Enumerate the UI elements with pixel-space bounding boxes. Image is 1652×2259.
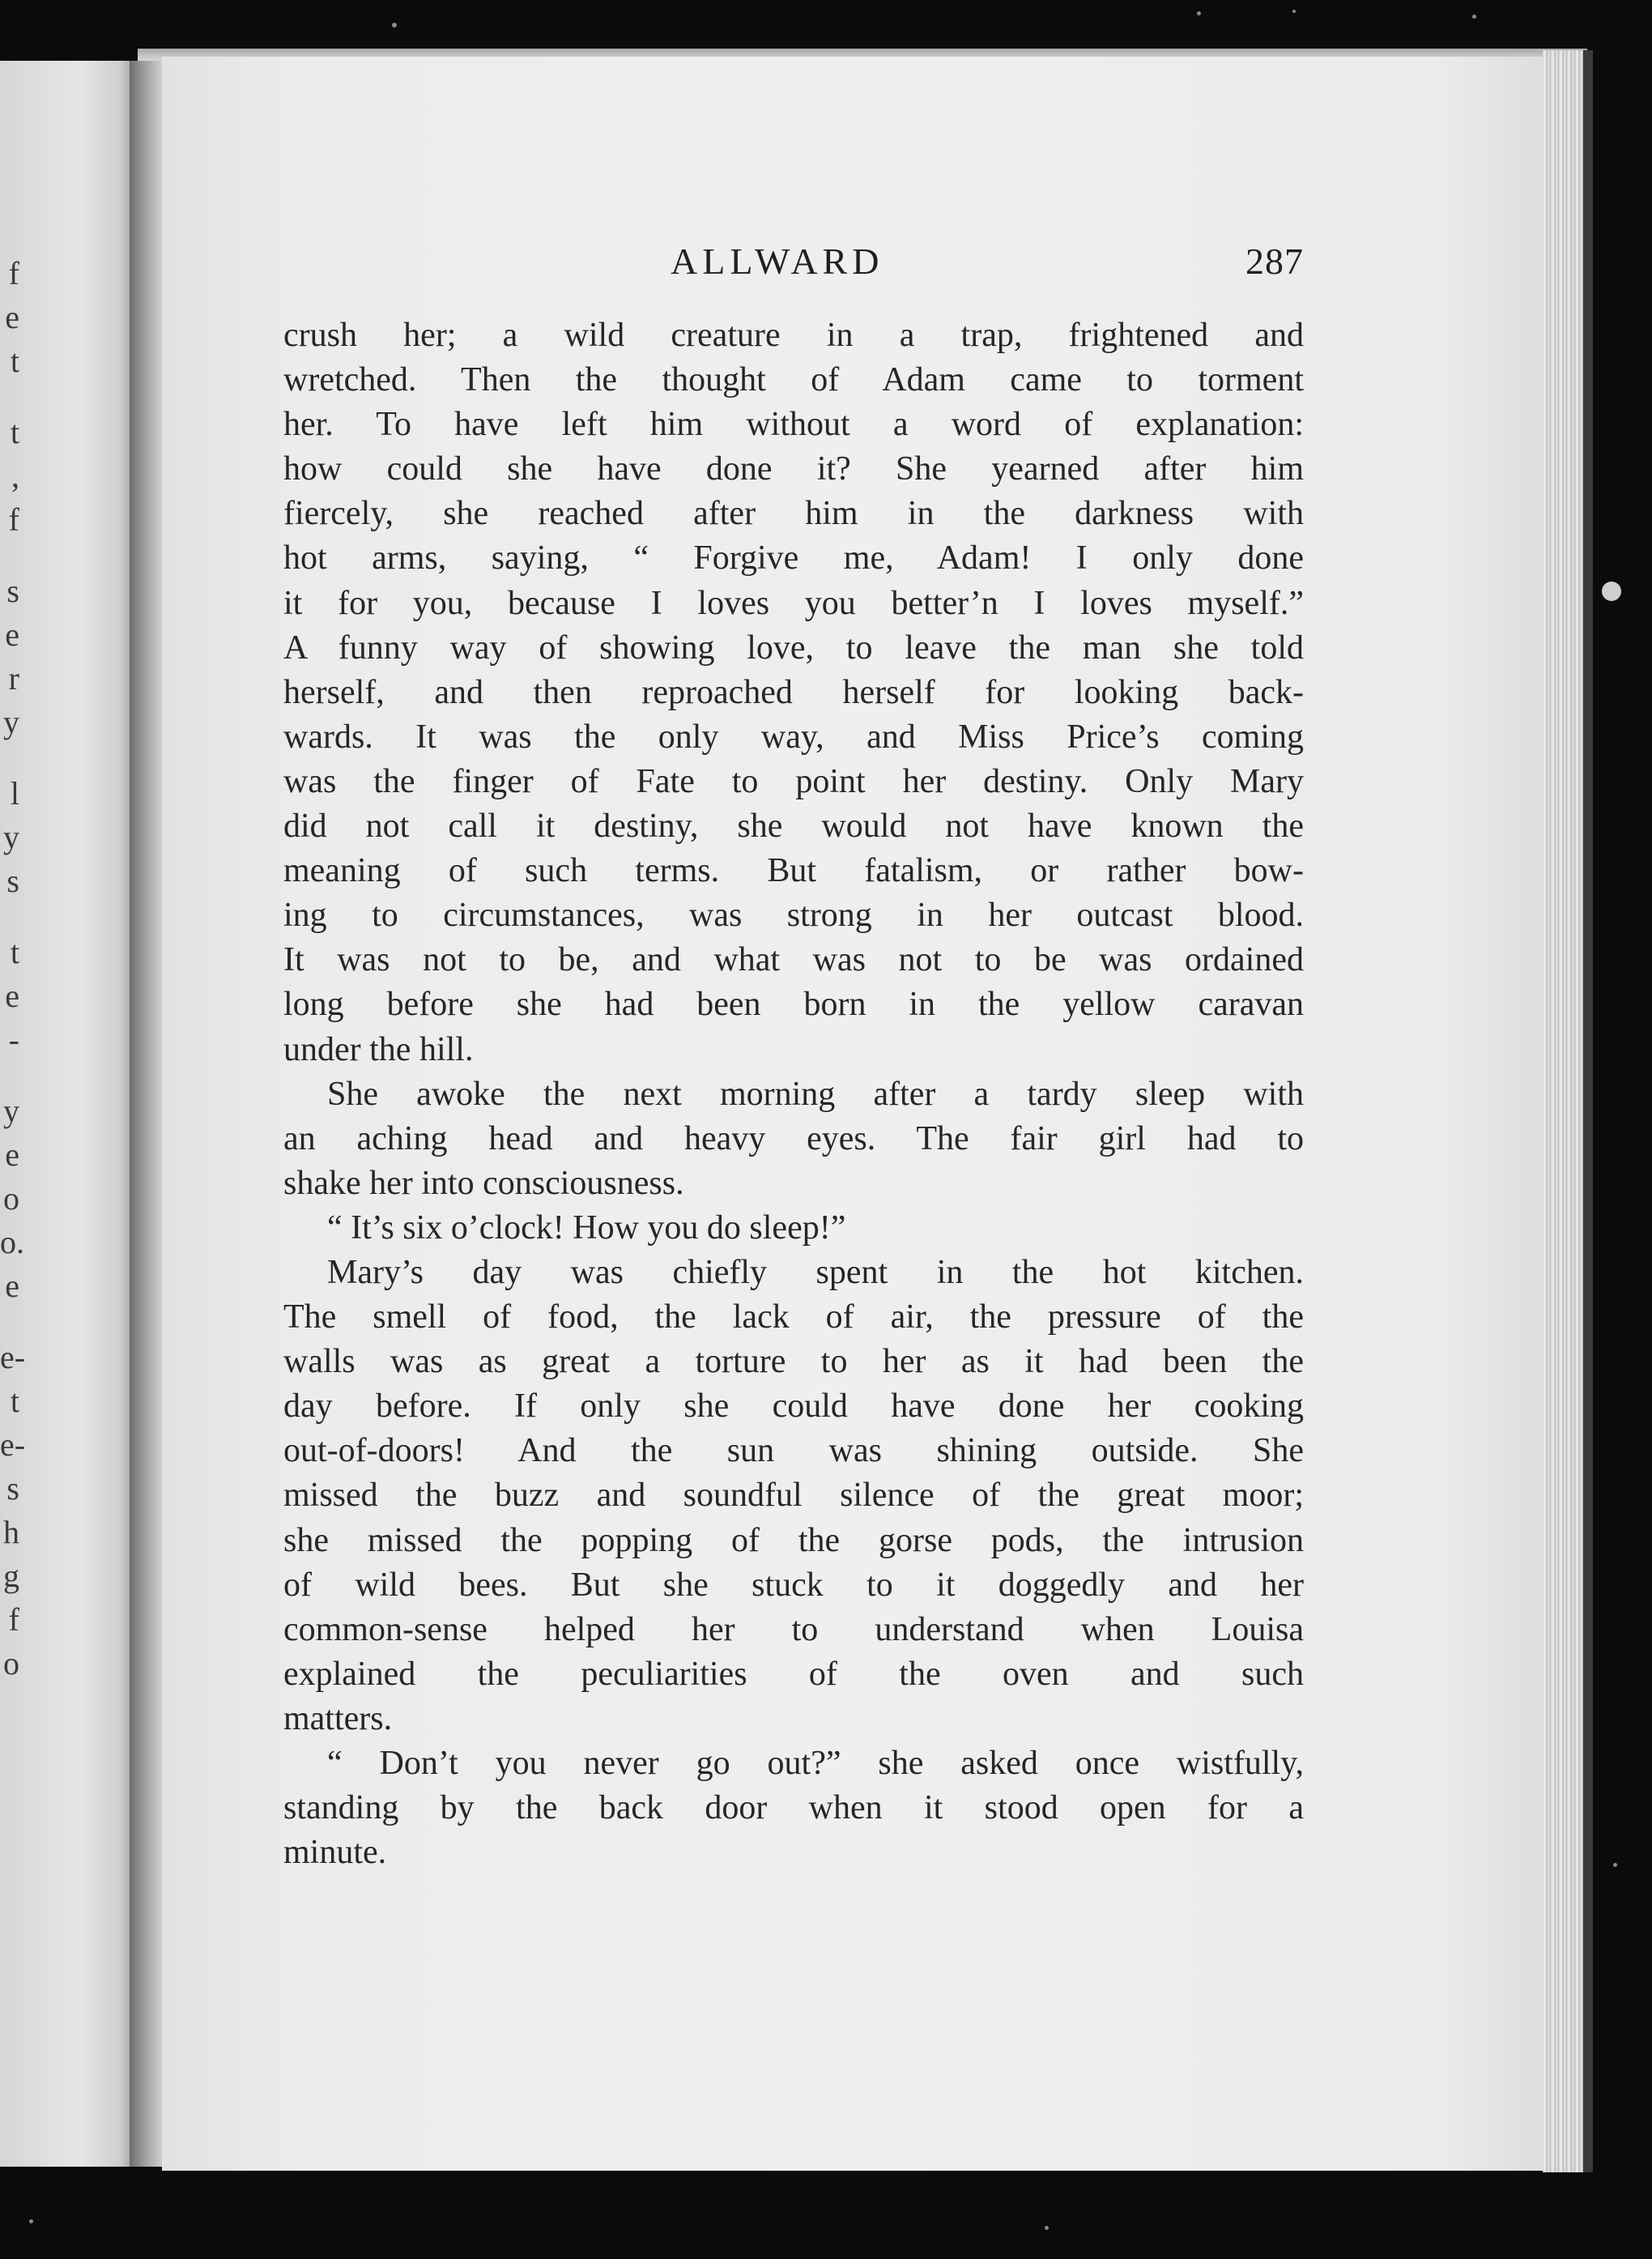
dust-speck xyxy=(29,2219,33,2223)
facing-page-fragment: t xyxy=(10,343,19,379)
text-line: out-of-doors! And the sun was shining outside. She xyxy=(283,1432,1304,1470)
text-line: an aching head and heavy eyes. The fair girl had to xyxy=(283,1119,1304,1157)
running-header xyxy=(283,237,1304,286)
text-line: Mary’s day was chiefly spent in the hot kitchen. xyxy=(327,1253,1304,1291)
text-line: meaning of such terms. But fatalism, or rather bow- xyxy=(283,852,1304,890)
text-line: it for you, because I loves you better’n I loves myself.” xyxy=(283,584,1304,622)
text-line: under the hill. xyxy=(283,1030,474,1068)
text-line: “ It’s six o’clock! How you do sleep!” xyxy=(327,1208,846,1247)
text-line: was the finger of Fate to point her destiny. Only Mary xyxy=(283,762,1304,800)
dust-speck xyxy=(1197,11,1201,15)
facing-page-fragment: e xyxy=(5,1268,19,1304)
facing-page-fragment: t xyxy=(10,1383,19,1419)
facing-page-fragment: y xyxy=(3,819,19,855)
facing-page-fragment: f xyxy=(8,255,19,292)
text-line: herself, and then reproached herself for looking back- xyxy=(283,673,1304,711)
page-edge-stack xyxy=(1543,50,1587,2172)
text-line: “ Don’t you never go out?” she asked once wistfully, xyxy=(327,1745,1304,1782)
dust-speck xyxy=(392,23,397,28)
facing-page-fragment: h xyxy=(3,1514,19,1550)
text-line: did not call it destiny, she would not have known the xyxy=(283,808,1304,846)
facing-page-fragment: r xyxy=(8,660,19,697)
facing-page-fragment: t xyxy=(10,934,19,970)
text-line: It was not to be, and what was not to be was ordained xyxy=(283,941,1304,979)
text-line: A funny way of showing love, to leave the man she told xyxy=(283,629,1304,667)
facing-page-fragment: s xyxy=(6,863,19,899)
text-line: hot arms, saying, “ Forgive me, Adam! I only done xyxy=(283,539,1304,578)
text-line: ing to circumstances, was strong in her outcast blood. xyxy=(283,897,1304,935)
facing-page-fragment: e xyxy=(5,978,19,1014)
page-number: 287 xyxy=(1245,241,1304,282)
text-line: crush her; a wild creature in a trap, frightened and xyxy=(283,317,1304,354)
dust-speck xyxy=(1602,582,1621,601)
text-line: shake her into consciousness. xyxy=(283,1164,684,1202)
facing-page-fragment: t xyxy=(10,414,19,450)
text-line: The smell of food, the lack of air, the pressure of the xyxy=(283,1298,1304,1336)
text-line: minute. xyxy=(283,1834,387,1872)
text-line: common-sense helped her to understand when Louisa xyxy=(283,1610,1304,1648)
facing-page-fragment: o xyxy=(3,1180,19,1217)
facing-page-fragment: o xyxy=(3,1645,19,1681)
running-title: ALLWARD xyxy=(671,241,884,282)
facing-page-fragment: e- xyxy=(0,1426,26,1463)
facing-page-fragment: l xyxy=(10,775,19,812)
facing-page-fragment: s xyxy=(6,1470,19,1507)
text-line: standing by the back door when it stood open for a xyxy=(283,1789,1304,1827)
facing-page-fragment: g xyxy=(3,1558,19,1594)
text-line: walls was as great a torture to her as it had been the xyxy=(283,1343,1304,1381)
page-edge-shadow xyxy=(1583,50,1593,2172)
facing-page-fragment: y xyxy=(3,704,19,740)
facing-page-fragment: , xyxy=(11,458,19,494)
facing-page xyxy=(0,61,136,2167)
dust-speck xyxy=(1472,15,1476,19)
facing-page-fragment: e xyxy=(5,299,19,335)
dust-speck xyxy=(1613,1863,1617,1867)
facing-page-fragment: - xyxy=(8,1021,19,1058)
dust-speck xyxy=(1292,10,1296,13)
facing-page-fragment: f xyxy=(8,501,19,538)
text-line: how could she have done it? She yearned after him xyxy=(283,450,1304,488)
text-line: her. To have left him without a word of explanation: xyxy=(283,406,1304,444)
facing-page-fragment: e xyxy=(5,616,19,653)
text-line: day before. If only she could have done her cooking xyxy=(283,1387,1304,1426)
facing-page-fragment: f xyxy=(8,1601,19,1638)
facing-page-fragment: e xyxy=(5,1136,19,1173)
facing-page-fragment: e- xyxy=(0,1339,26,1375)
facing-page-fragment: s xyxy=(6,573,19,609)
text-line: of wild bees. But she stuck to it doggedly and her xyxy=(283,1566,1304,1604)
facing-page-fragment: o. xyxy=(0,1224,24,1260)
text-line: matters. xyxy=(283,1699,393,1737)
text-line: explained the peculiarities of the oven and such xyxy=(283,1655,1304,1693)
text-line: fiercely, she reached after him in the darkness with xyxy=(283,495,1304,533)
dust-speck xyxy=(1045,2226,1049,2230)
text-line: she missed the popping of the gorse pods, the intrusion xyxy=(283,1521,1304,1559)
facing-page-fragment: y xyxy=(3,1093,19,1129)
text-line: wards. It was the only way, and Miss Price’s coming xyxy=(283,718,1304,756)
text-line: wretched. Then the thought of Adam came to torment xyxy=(283,361,1304,399)
text-line: missed the buzz and soundful silence of the great moor; xyxy=(283,1477,1304,1515)
body-text xyxy=(283,313,1304,1875)
text-line: long before she had been born in the yellow caravan xyxy=(283,986,1304,1024)
text-line: She awoke the next morning after a tardy sleep with xyxy=(327,1075,1304,1113)
